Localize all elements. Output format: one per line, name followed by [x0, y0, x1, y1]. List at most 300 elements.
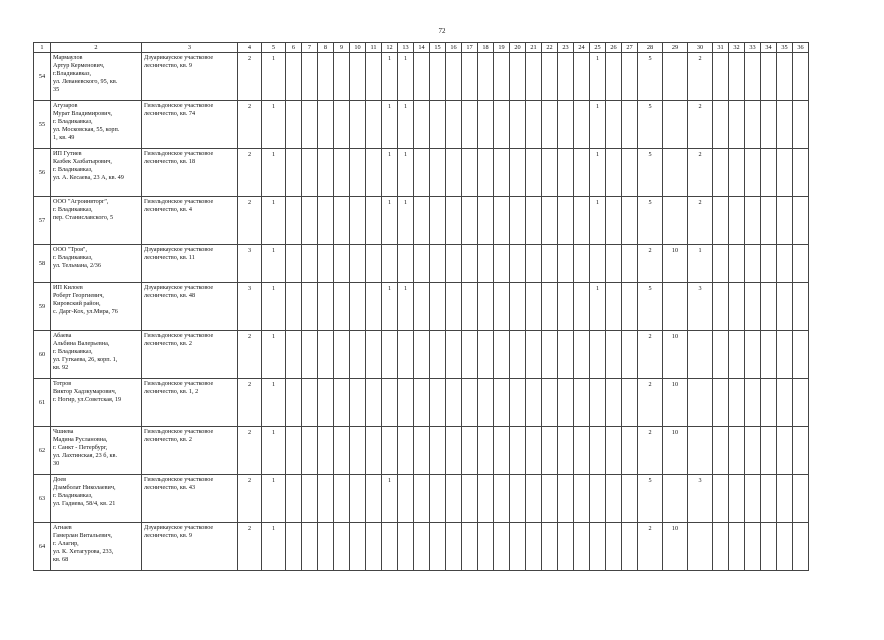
column-header: 8	[318, 43, 334, 53]
value-cell	[542, 149, 558, 197]
value-cell	[558, 427, 574, 475]
value-cell	[478, 53, 494, 101]
value-cell	[745, 475, 761, 523]
value-cell	[606, 149, 622, 197]
value-cell	[713, 149, 729, 197]
value-cell	[478, 283, 494, 331]
value-cell	[793, 197, 809, 245]
value-cell: 5	[638, 101, 663, 149]
value-cell	[526, 475, 542, 523]
value-cell	[334, 475, 350, 523]
value-cell	[462, 475, 478, 523]
value-cell: 1	[398, 197, 414, 245]
value-cell	[398, 245, 414, 283]
value-cell	[590, 245, 606, 283]
value-cell	[350, 475, 366, 523]
value-cell: 1	[262, 475, 286, 523]
value-cell	[302, 283, 318, 331]
owner-line: г. Санкт - Петербург,	[53, 444, 108, 451]
value-cell	[494, 331, 510, 379]
forestry-line: лесничество, кв. 2	[144, 436, 193, 443]
value-cell	[494, 197, 510, 245]
value-cell	[777, 197, 793, 245]
row-number: 55	[34, 101, 51, 149]
value-cell	[590, 475, 606, 523]
value-cell	[663, 475, 688, 523]
value-cell: 1	[382, 283, 398, 331]
value-cell: 10	[663, 331, 688, 379]
column-header: 33	[745, 43, 761, 53]
value-cell	[526, 523, 542, 571]
value-cell: 2	[238, 197, 262, 245]
column-header: 18	[478, 43, 494, 53]
column-header: 2	[51, 43, 142, 53]
value-cell	[713, 197, 729, 245]
value-cell	[777, 101, 793, 149]
value-cell: 5	[638, 53, 663, 101]
value-cell	[334, 331, 350, 379]
value-cell	[574, 245, 590, 283]
row-number: 58	[34, 245, 51, 283]
value-cell	[761, 379, 777, 427]
owner-line: г. Владикавказ,	[53, 166, 93, 173]
value-cell	[688, 331, 713, 379]
value-cell	[494, 149, 510, 197]
value-cell	[382, 245, 398, 283]
value-cell	[286, 331, 302, 379]
value-cell: 10	[663, 427, 688, 475]
value-cell	[729, 245, 745, 283]
value-cell: 1	[262, 149, 286, 197]
value-cell	[793, 523, 809, 571]
value-cell	[318, 379, 334, 427]
value-cell	[793, 475, 809, 523]
value-cell	[366, 475, 382, 523]
value-cell	[558, 283, 574, 331]
owner-line: Артур Керменович,	[53, 62, 105, 69]
value-cell	[729, 149, 745, 197]
value-cell	[558, 379, 574, 427]
value-cell	[622, 379, 638, 427]
value-cell	[334, 53, 350, 101]
value-cell: 2	[238, 427, 262, 475]
owner-line: Гамерлан Витальевич,	[53, 532, 113, 539]
forestry-line: лесничество, кв. 9	[144, 62, 193, 69]
value-cell	[745, 427, 761, 475]
owner-cell	[51, 53, 142, 101]
owner-line: ООО "Агроинвторг",	[53, 198, 109, 205]
owner-line: с. Дарг-Кох, ул.Мира, 76	[53, 308, 118, 315]
value-cell	[713, 475, 729, 523]
owner-line: кв. 68	[53, 556, 69, 563]
owner-line: 30	[53, 460, 60, 467]
value-cell	[729, 379, 745, 427]
value-cell	[462, 427, 478, 475]
value-cell	[713, 245, 729, 283]
value-cell	[574, 53, 590, 101]
table-row	[34, 53, 809, 101]
owner-line: Роберт Георгиевич,	[53, 292, 104, 299]
value-cell	[761, 331, 777, 379]
value-cell	[350, 283, 366, 331]
value-cell	[414, 53, 430, 101]
value-cell	[462, 245, 478, 283]
value-cell	[793, 53, 809, 101]
forestry-line: Дзуарикауское участковое	[144, 284, 214, 291]
value-cell: 1	[590, 197, 606, 245]
value-cell	[414, 149, 430, 197]
value-cell	[542, 245, 558, 283]
value-cell: 2	[238, 523, 262, 571]
value-cell	[430, 379, 446, 427]
value-cell	[494, 53, 510, 101]
value-cell	[793, 101, 809, 149]
value-cell	[494, 101, 510, 149]
column-header: 23	[558, 43, 574, 53]
value-cell	[777, 245, 793, 283]
value-cell: 5	[638, 149, 663, 197]
value-cell	[526, 331, 542, 379]
value-cell: 1	[398, 53, 414, 101]
owner-line: Чшиева	[53, 428, 74, 435]
value-cell	[446, 475, 462, 523]
forestry-line: Гизельдонское участковое	[144, 428, 214, 435]
forestry-line: Гизельдонское участковое	[144, 198, 214, 205]
table-row	[34, 475, 809, 523]
value-cell	[366, 379, 382, 427]
value-cell: 1	[382, 149, 398, 197]
value-cell	[793, 331, 809, 379]
value-cell	[622, 53, 638, 101]
value-cell: 1	[262, 427, 286, 475]
value-cell	[761, 53, 777, 101]
value-cell: 1	[262, 245, 286, 283]
value-cell: 1	[398, 149, 414, 197]
column-header: 34	[761, 43, 777, 53]
value-cell: 1	[382, 101, 398, 149]
value-cell	[446, 53, 462, 101]
value-cell	[590, 379, 606, 427]
value-cell	[286, 197, 302, 245]
owner-line: 35	[53, 86, 60, 93]
value-cell	[793, 245, 809, 283]
value-cell: 2	[688, 53, 713, 101]
value-cell: 1	[590, 53, 606, 101]
value-cell	[777, 427, 793, 475]
forestry-line: Дзуарикауское участковое	[144, 524, 214, 531]
forestry-cell	[142, 475, 238, 523]
owner-line: Агузаров	[53, 102, 78, 109]
owner-line: ул. Тельмана, 2/36	[53, 262, 101, 269]
owner-cell	[51, 149, 142, 197]
value-cell: 2	[638, 245, 663, 283]
row-number: 59	[34, 283, 51, 331]
column-header: 13	[398, 43, 414, 53]
row-number: 56	[34, 149, 51, 197]
owner-line: ул. Лахтинская, 23 б, кв.	[53, 452, 118, 459]
owner-line: ООО "Троя",	[53, 246, 88, 253]
value-cell	[334, 149, 350, 197]
value-cell	[350, 379, 366, 427]
table-row	[34, 149, 809, 197]
value-cell: 2	[638, 331, 663, 379]
value-cell	[542, 283, 558, 331]
value-cell	[430, 331, 446, 379]
value-cell	[558, 53, 574, 101]
value-cell	[382, 331, 398, 379]
value-cell	[542, 427, 558, 475]
value-cell	[663, 197, 688, 245]
column-header: 5	[262, 43, 286, 53]
value-cell	[430, 475, 446, 523]
column-header: 32	[729, 43, 745, 53]
row-number: 62	[34, 427, 51, 475]
value-cell	[606, 427, 622, 475]
value-cell	[398, 475, 414, 523]
value-cell	[286, 245, 302, 283]
column-header: 9	[334, 43, 350, 53]
value-cell	[558, 475, 574, 523]
value-cell: 1	[590, 101, 606, 149]
value-cell	[542, 523, 558, 571]
value-cell	[761, 427, 777, 475]
data-table	[33, 42, 809, 571]
value-cell	[761, 245, 777, 283]
forestry-cell	[142, 149, 238, 197]
value-cell: 10	[663, 379, 688, 427]
value-cell: 1	[590, 149, 606, 197]
value-cell	[334, 379, 350, 427]
row-number: 57	[34, 197, 51, 245]
forestry-line: Дзуарикауское участковое	[144, 54, 214, 61]
value-cell: 1	[590, 283, 606, 331]
owner-line: г. Владикавказ,	[53, 254, 93, 261]
value-cell	[574, 101, 590, 149]
value-cell	[318, 53, 334, 101]
value-cell	[713, 427, 729, 475]
value-cell	[302, 53, 318, 101]
value-cell	[494, 523, 510, 571]
value-cell	[622, 149, 638, 197]
owner-line: г. Владикавказ,	[53, 206, 93, 213]
owner-cell	[51, 245, 142, 283]
value-cell	[745, 149, 761, 197]
value-cell	[302, 197, 318, 245]
row-number: 60	[34, 331, 51, 379]
value-cell	[366, 149, 382, 197]
value-cell	[414, 245, 430, 283]
value-cell	[542, 379, 558, 427]
owner-line: Тотров	[53, 380, 72, 387]
value-cell	[526, 283, 542, 331]
value-cell: 3	[238, 245, 262, 283]
value-cell	[446, 149, 462, 197]
value-cell	[761, 197, 777, 245]
value-cell	[542, 475, 558, 523]
value-cell	[414, 197, 430, 245]
value-cell	[606, 331, 622, 379]
row-number: 54	[34, 53, 51, 101]
value-cell	[745, 101, 761, 149]
table-row	[34, 283, 809, 331]
value-cell	[558, 197, 574, 245]
value-cell	[430, 101, 446, 149]
column-header: 25	[590, 43, 606, 53]
value-cell	[622, 197, 638, 245]
column-header: 12	[382, 43, 398, 53]
value-cell	[382, 427, 398, 475]
value-cell	[350, 523, 366, 571]
value-cell	[462, 331, 478, 379]
value-cell	[777, 149, 793, 197]
owner-line: ул. К. Хетагурова, 233,	[53, 548, 114, 555]
value-cell: 3	[688, 283, 713, 331]
value-cell	[574, 283, 590, 331]
column-header: 4	[238, 43, 262, 53]
owner-line: Дзамболат Николаевич,	[53, 484, 116, 491]
owner-cell	[51, 523, 142, 571]
owner-line: Кировский район,	[53, 300, 101, 307]
value-cell: 1	[262, 283, 286, 331]
value-cell	[777, 379, 793, 427]
table-row	[34, 427, 809, 475]
value-cell	[462, 197, 478, 245]
value-cell	[446, 245, 462, 283]
column-header: 17	[462, 43, 478, 53]
owner-line: г. Алагир,	[53, 540, 79, 547]
value-cell: 1	[262, 197, 286, 245]
value-cell	[761, 149, 777, 197]
value-cell	[286, 53, 302, 101]
value-cell	[478, 379, 494, 427]
value-cell	[414, 283, 430, 331]
owner-line: Мадина Руслановна,	[53, 436, 108, 443]
forestry-line: Гизельдонское участковое	[144, 476, 214, 483]
forestry-cell	[142, 427, 238, 475]
forestry-cell	[142, 197, 238, 245]
value-cell: 1	[262, 523, 286, 571]
value-cell	[745, 379, 761, 427]
forestry-line: Дзуарикауское участковое	[144, 246, 214, 253]
value-cell	[777, 331, 793, 379]
owner-line: г. Владикавказ,	[53, 492, 93, 499]
value-cell: 2	[238, 149, 262, 197]
value-cell	[688, 427, 713, 475]
value-cell	[729, 53, 745, 101]
value-cell	[494, 245, 510, 283]
value-cell	[398, 379, 414, 427]
value-cell	[622, 245, 638, 283]
value-cell: 3	[238, 283, 262, 331]
value-cell	[350, 53, 366, 101]
value-cell	[318, 149, 334, 197]
value-cell: 1	[382, 53, 398, 101]
value-cell	[366, 523, 382, 571]
value-cell	[793, 283, 809, 331]
column-header: 24	[574, 43, 590, 53]
value-cell	[729, 523, 745, 571]
value-cell	[446, 101, 462, 149]
value-cell	[590, 427, 606, 475]
forestry-cell	[142, 53, 238, 101]
owner-line: Агнаев	[53, 524, 72, 531]
value-cell	[761, 475, 777, 523]
value-cell	[510, 101, 526, 149]
value-cell: 1	[398, 101, 414, 149]
value-cell	[526, 245, 542, 283]
value-cell: 10	[663, 245, 688, 283]
owner-line: ул. А. Кесаева, 23 А, кв. 49	[53, 174, 124, 181]
value-cell	[713, 379, 729, 427]
value-cell	[366, 101, 382, 149]
value-cell	[382, 523, 398, 571]
value-cell: 2	[238, 331, 262, 379]
value-cell	[526, 197, 542, 245]
owner-cell	[51, 197, 142, 245]
forestry-line: лесничество, кв. 18	[144, 158, 196, 165]
value-cell	[729, 331, 745, 379]
value-cell	[606, 475, 622, 523]
value-cell	[302, 149, 318, 197]
owner-line: Мурат Владимирович,	[53, 110, 113, 117]
value-cell: 2	[238, 475, 262, 523]
value-cell	[793, 149, 809, 197]
value-cell	[542, 197, 558, 245]
value-cell	[745, 197, 761, 245]
value-cell	[663, 101, 688, 149]
value-cell	[574, 523, 590, 571]
value-cell	[713, 53, 729, 101]
column-header: 36	[793, 43, 809, 53]
column-header: 19	[494, 43, 510, 53]
value-cell	[606, 283, 622, 331]
owner-line: Абаева	[53, 332, 72, 339]
value-cell	[729, 283, 745, 331]
value-cell	[510, 197, 526, 245]
owner-line: ул. Гугкаева, 26, корп. 1,	[53, 356, 118, 363]
value-cell	[318, 245, 334, 283]
value-cell	[350, 427, 366, 475]
value-cell	[350, 149, 366, 197]
value-cell	[414, 101, 430, 149]
value-cell	[286, 523, 302, 571]
owner-cell	[51, 101, 142, 149]
value-cell	[777, 475, 793, 523]
value-cell	[622, 331, 638, 379]
owner-line: Доев	[53, 476, 67, 483]
value-cell	[510, 53, 526, 101]
forestry-cell	[142, 101, 238, 149]
column-header: 22	[542, 43, 558, 53]
value-cell	[478, 245, 494, 283]
value-cell: 1	[688, 245, 713, 283]
owner-line: ул. Московская, 55, корп.	[53, 126, 120, 133]
value-cell	[318, 197, 334, 245]
value-cell	[478, 427, 494, 475]
column-header: 27	[622, 43, 638, 53]
value-cell	[510, 283, 526, 331]
owner-line: г. Ногир, ул.Советская, 19	[53, 396, 122, 403]
value-cell	[510, 379, 526, 427]
forestry-line: лесничество, кв. 43	[144, 484, 196, 491]
value-cell	[688, 523, 713, 571]
page-number: 72	[438, 27, 446, 35]
forestry-cell	[142, 523, 238, 571]
value-cell	[663, 53, 688, 101]
value-cell	[286, 149, 302, 197]
value-cell	[494, 475, 510, 523]
owner-line: 1, кв. 49	[53, 134, 75, 141]
